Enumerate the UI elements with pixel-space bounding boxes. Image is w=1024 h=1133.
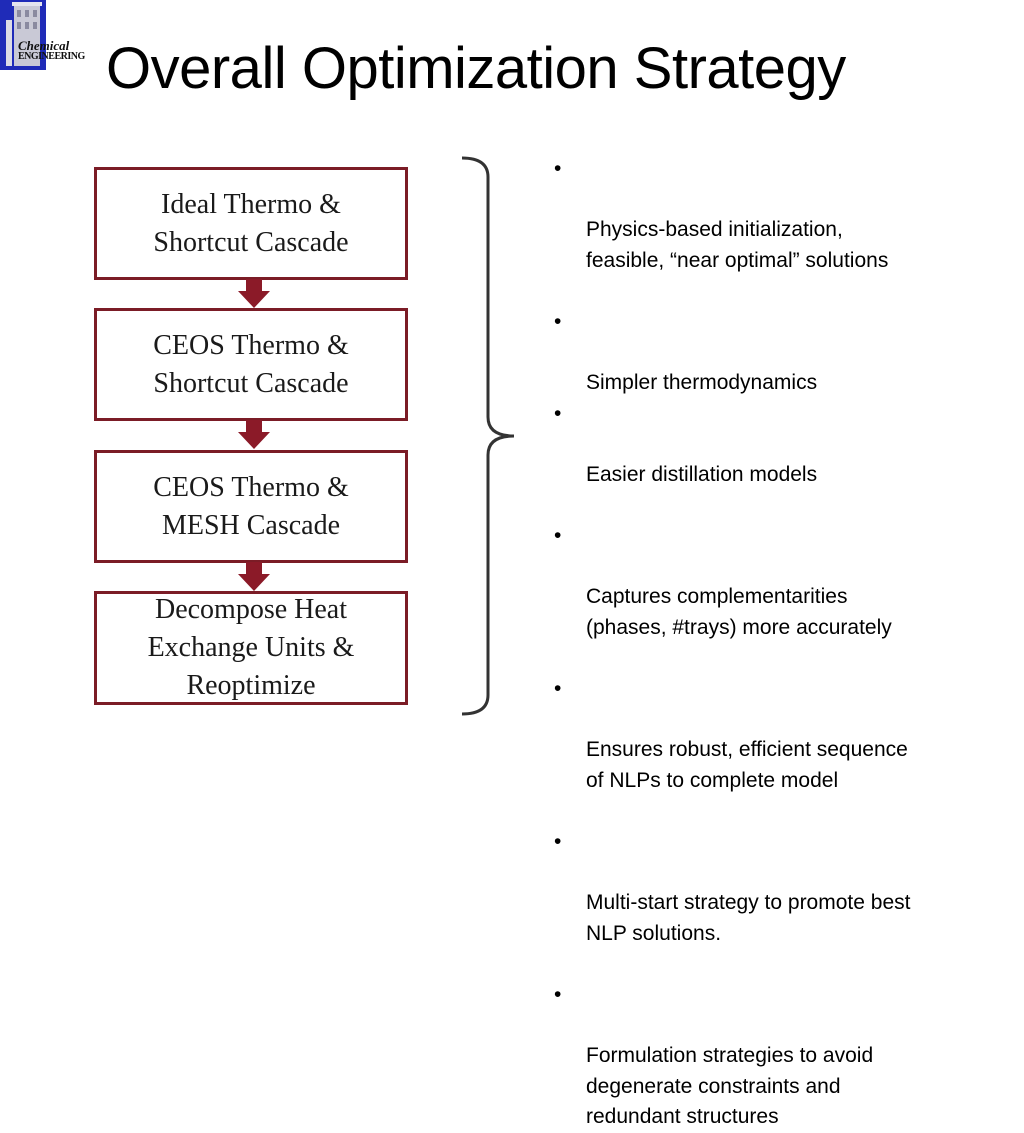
bullet-text: Formulation strategies to avoid degenerate constraints and redundant structures xyxy=(586,1044,874,1128)
bullet-spacer xyxy=(552,643,1002,674)
bullet-item xyxy=(552,399,1002,491)
logo-text-line2: ENGINEERING xyxy=(18,51,85,62)
bullet-list xyxy=(552,154,1002,1133)
bullet-marker: • xyxy=(554,677,562,700)
down-arrow-icon xyxy=(236,420,272,450)
bullet-item xyxy=(552,154,1002,276)
bullet-marker: • xyxy=(554,401,562,425)
bullet-text: Easier distillation models xyxy=(586,462,818,486)
bullet-item xyxy=(552,521,1002,643)
bullet-text: Multi-start strategy to promote best NLP solutions. xyxy=(586,891,911,945)
bullet-text: Captures complementarities (phases, #trays) more accurately xyxy=(586,585,892,639)
bullet-item xyxy=(552,307,1002,399)
bullet-spacer xyxy=(552,949,1002,980)
bullet-spacer xyxy=(552,796,1002,827)
right-curly-brace-icon xyxy=(460,155,520,717)
bullet-item xyxy=(552,827,1002,949)
bullet-spacer xyxy=(552,490,1002,521)
bullet-item xyxy=(552,980,1002,1133)
flow-box-label: CEOS Thermo & Shortcut Cascade xyxy=(153,329,349,399)
bullet-marker: • xyxy=(554,524,562,547)
chemical-engineering-logo xyxy=(0,0,85,72)
down-arrow-icon xyxy=(236,279,272,309)
slide-title: Overall Optimization Strategy xyxy=(106,36,846,101)
bullet-text: Physics-based initialization, feasible, “near optimal” solutions xyxy=(586,218,889,272)
flow-box-ceos-shortcut xyxy=(94,308,408,421)
bullet-text: Simpler thermodynamics xyxy=(586,371,818,394)
flow-box-label: Ideal Thermo & Shortcut Cascade xyxy=(153,188,349,258)
bullet-spacer xyxy=(552,276,1002,307)
bullet-marker: • xyxy=(554,830,562,853)
bullet-marker: • xyxy=(554,157,562,180)
bullet-text: Ensures robust, efficient sequence of NLPs to complete model xyxy=(586,738,908,792)
flow-box-decompose-heat-exchange xyxy=(94,591,408,705)
down-arrow-icon xyxy=(236,562,272,592)
bullet-marker: • xyxy=(554,310,562,333)
logo-text-line1: Chemical xyxy=(18,38,70,53)
bullet-marker: • xyxy=(554,983,562,1006)
flow-box-label: Decompose Heat Exchange Units & Reoptimize xyxy=(147,594,355,701)
flow-box-ceos-mesh xyxy=(94,450,408,563)
flow-box-ideal-thermo xyxy=(94,167,408,280)
flow-box-label: CEOS Thermo & MESH Cascade xyxy=(153,471,349,541)
bullet-item xyxy=(552,674,1002,796)
